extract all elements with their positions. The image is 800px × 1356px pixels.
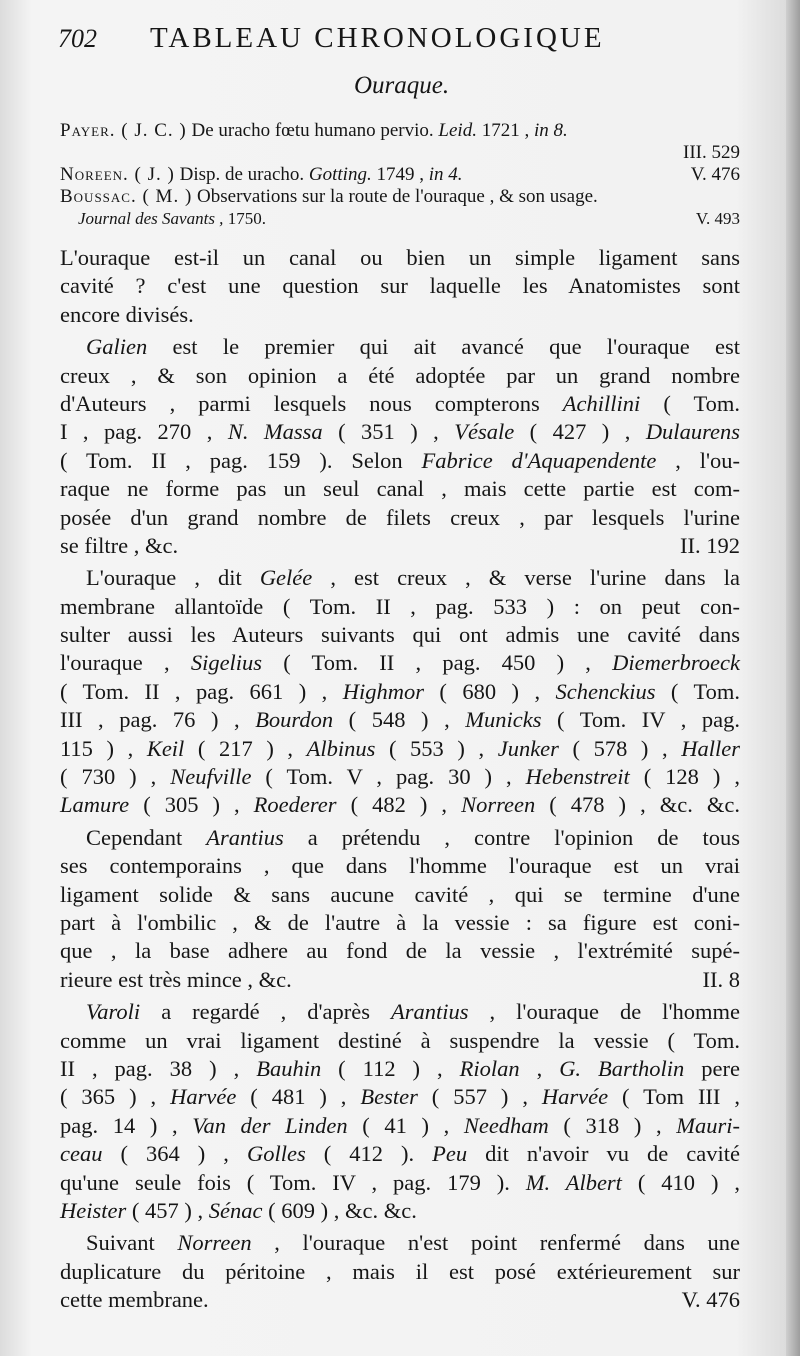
text-span: ( 478 ) , &c. &c. (535, 792, 740, 818)
text-span: ( 128 ) , (629, 764, 740, 790)
text-span: creux , & son opinion a été adoptée par un grand nombre (60, 362, 740, 388)
author-name: G. Bartholin (559, 1055, 685, 1081)
text-span: ( 412 ). (305, 1141, 433, 1167)
text-span: ( 730 ) , (60, 764, 171, 790)
bib-entry-1 (60, 120, 740, 142)
text-line (60, 301, 740, 329)
author-name: Keil (146, 735, 185, 761)
text-span: ( Tom. (640, 390, 740, 416)
text-span: , l'ou- (656, 447, 740, 473)
text-span: ( 318 ) , (548, 1112, 677, 1138)
text-line (60, 362, 740, 390)
author-name: Municks (465, 707, 542, 733)
author-name: Albinus (306, 735, 376, 761)
text-span: , est creux , & verse l'urine dans la (312, 565, 740, 591)
author-name: Sigelius (190, 650, 263, 676)
volume-ref: II. 8 (702, 966, 740, 992)
bib-format: in 8. (533, 120, 568, 141)
text-span: ( 548 ) , (333, 707, 466, 733)
author-name: M. Albert (525, 1169, 622, 1195)
text-line (60, 824, 740, 852)
author-name: ceau (60, 1141, 103, 1167)
text-span: rieure est très mince , &c. (60, 966, 292, 992)
text-span: ( Tom III , (608, 1084, 740, 1110)
body-text (60, 244, 740, 1314)
text-span: cavité ? c'est une question sur laquelle les Anatomistes sont (60, 273, 740, 299)
bib-title: Disp. de uracho. (179, 164, 305, 185)
bib-ref: V. 476 (690, 164, 740, 185)
bib-ref: III. 529 (683, 142, 740, 163)
page-number: 702 (58, 24, 97, 53)
bib-journal: Journal des Savants , (78, 209, 224, 228)
text-span: ( Tom. V , pag. 30 ) , (251, 764, 526, 790)
author-name: Bauhin (256, 1055, 322, 1081)
bib-entry-3 (60, 186, 740, 208)
author-name: Harvée (170, 1084, 237, 1110)
text-span: a regardé , d'après (140, 999, 392, 1025)
text-span: ligament solide & sans aucune cavité , qui se termine d'une (60, 881, 740, 907)
bib-title: De uracho fœtu humano pervio. (191, 120, 434, 141)
text-line (60, 532, 740, 560)
text-line (60, 621, 740, 649)
author-name: Fabrice d'Aquapendente (421, 447, 657, 473)
volume-ref: V. 476 (681, 1287, 740, 1313)
bib-year: 1721 , (481, 120, 530, 141)
text-span: encore divisés. (60, 301, 194, 327)
text-line (60, 763, 740, 791)
text-span: ( Tom. II , pag. 661 ) , (60, 678, 343, 704)
bib-year: 1749 , (376, 164, 424, 185)
text-span: ( Tom. IV , pag. (541, 707, 740, 733)
text-line (60, 1055, 740, 1083)
text-line (60, 735, 740, 763)
author-name: Needham (463, 1112, 549, 1138)
text-line (60, 852, 740, 880)
text-span: ( 112 ) , (321, 1055, 460, 1081)
text-line (60, 998, 740, 1026)
text-span: ( 305 ) , (129, 792, 254, 818)
text-span: ( 680 ) , (423, 678, 556, 704)
text-span: ( Tom. (655, 678, 740, 704)
text-span: ( 365 ) , (60, 1084, 171, 1110)
text-span: I , pag. 270 , (60, 419, 228, 445)
text-line (60, 418, 740, 446)
author-name: Van der Linden (192, 1112, 348, 1138)
bib-ref: V. 493 (695, 209, 740, 228)
author-name: Galien (86, 334, 148, 360)
text-line (60, 390, 740, 418)
text-line (60, 881, 740, 909)
text-span: sulter aussi les Auteurs suivants qui ont admis une cavité dans (60, 622, 740, 648)
text-line (60, 1286, 740, 1314)
author-name: Arantius (391, 999, 469, 1025)
text-span: ( 609 ) , &c. &c. (262, 1197, 417, 1223)
author-name: Mauri- (676, 1112, 740, 1138)
text-line (60, 1229, 740, 1257)
text-line (60, 1083, 740, 1111)
text-span: , l'ouraque n'est point renfermé dans une (251, 1230, 740, 1256)
text-line (60, 272, 740, 300)
text-span: part à l'ombilic , & de l'autre à la vessie : sa figure est coni- (60, 909, 740, 935)
text-line (60, 564, 740, 592)
author-name: Harvée (541, 1084, 609, 1110)
author-name: Heister (60, 1197, 127, 1223)
text-span: qu'une seule fois ( Tom. IV , pag. 179 ). (60, 1169, 526, 1195)
text-line (60, 909, 740, 937)
author-name: Dulaurens (645, 419, 740, 445)
text-span: l'ouraque , (60, 650, 191, 676)
text-line (60, 244, 740, 272)
bib-place: Gotting. (308, 164, 372, 185)
bib-place: Leid. (438, 120, 477, 141)
text-line (60, 1169, 740, 1197)
bib-entry-3-journal-line (60, 208, 740, 230)
text-line (60, 706, 740, 734)
bib-year: 1750. (227, 209, 266, 228)
author-name: Highmor (342, 678, 424, 704)
text-line (60, 649, 740, 677)
author-name: Sénac (208, 1197, 263, 1223)
text-span: ( 557 ) , (417, 1084, 542, 1110)
text-span: est le premier qui ait avancé que l'ouraque est (147, 334, 740, 360)
text-span: ses contemporains , que dans l'homme l'ouraque est un vrai (60, 853, 740, 879)
text-span: 115 ) , (60, 735, 147, 761)
author-name: Haller (681, 735, 740, 761)
author-name: Peu (432, 1141, 468, 1167)
text-span: Suivant (86, 1230, 178, 1256)
text-span: ( 41 ) , (347, 1112, 464, 1138)
bib-entry-1-ref-line (60, 142, 740, 164)
text-span: duplicature du péritoine , mais il est posé extérieurement sur (60, 1258, 740, 1284)
text-line (60, 504, 740, 532)
text-span: ( 578 ) , (558, 735, 682, 761)
text-span: , l'ouraque de l'homme (468, 999, 740, 1025)
text-span: ( 410 ) , (621, 1169, 740, 1195)
author-name: Diemerbroeck (612, 650, 740, 676)
author-name: Vésale (454, 419, 515, 445)
author-name: Hebenstreit (525, 764, 630, 790)
text-span: ( 351 ) , (322, 419, 455, 445)
text-span: dit n'avoir vu de cavité (467, 1141, 740, 1167)
author-name: Neufville (170, 764, 252, 790)
text-line (60, 937, 740, 965)
bib-author: Noreen. ( J. ) (60, 164, 175, 185)
text-span: comme un vrai ligament destiné à suspendre la vessie ( Tom. (60, 1027, 740, 1053)
text-span: posée d'un grand nombre de filets creux , par lesquels l'urine (60, 504, 740, 530)
text-span: ( 364 ) , (102, 1141, 247, 1167)
text-line (60, 447, 740, 475)
section-title: Ouraque. (354, 72, 450, 99)
bib-author: Boussac. ( M. ) (60, 186, 193, 207)
text-span: se filtre , &c. (60, 532, 179, 558)
text-span: pere (684, 1055, 740, 1081)
bib-author: Payer. ( J. C. ) (60, 120, 187, 141)
author-name: N. Massa (227, 419, 323, 445)
text-span: ( 427 ) , (514, 419, 646, 445)
text-line (60, 593, 740, 621)
bib-entry-2 (60, 164, 740, 186)
author-name: Norreen (461, 792, 536, 818)
text-line (60, 791, 740, 819)
text-span: membrane allantoïde ( Tom. II , pag. 533 ) : on peut con- (60, 593, 740, 619)
text-span: , (519, 1055, 560, 1081)
text-span: que , la base adhere au fond de la vessie , l'extrémité supé- (60, 938, 740, 964)
text-line (60, 475, 740, 503)
text-span: L'ouraque est-il un canal ou bien un simple ligament sans (60, 245, 740, 270)
author-name: Roederer (253, 792, 337, 818)
author-name: Arantius (206, 824, 284, 850)
text-span: pag. 14 ) , (60, 1112, 193, 1138)
text-span: ( 457 ) , (126, 1197, 209, 1223)
author-name: Schenckius (555, 678, 656, 704)
author-name: Norreen (177, 1230, 252, 1256)
text-span: a prétendu , contre l'opinion de tous (283, 824, 740, 850)
author-name: Golles (246, 1141, 306, 1167)
text-span: ( 553 ) , (375, 735, 498, 761)
text-span: ( 482 ) , (336, 792, 462, 818)
text-line (60, 966, 740, 994)
bibliography (60, 120, 740, 230)
bib-format: in 4. (428, 164, 463, 185)
author-name: Riolan (459, 1055, 520, 1081)
author-name: Bester (360, 1084, 418, 1110)
text-span: cette membrane. (60, 1287, 209, 1313)
text-span: Cependant (86, 824, 207, 850)
author-name: Gelée (259, 565, 313, 591)
text-line (60, 678, 740, 706)
author-name: Achillini (562, 390, 641, 416)
text-line (60, 1112, 740, 1140)
text-span: raque ne forme pas un seul canal , mais cette partie est com- (60, 476, 740, 502)
text-span: II , pag. 38 ) , (60, 1055, 257, 1081)
text-span: ( Tom. II , pag. 159 ). Selon (60, 447, 422, 473)
text-line (60, 1258, 740, 1286)
text-span: ( 217 ) , (184, 735, 307, 761)
text-span: L'ouraque , dit (86, 565, 260, 591)
text-line (60, 1027, 740, 1055)
text-line (60, 1140, 740, 1168)
bib-title: Observations sur la route de l'ouraque , & son usage. (197, 186, 598, 207)
author-name: Bourdon (255, 707, 334, 733)
volume-ref: II. 192 (680, 532, 740, 558)
text-line (60, 1197, 740, 1225)
text-span: d'Auteurs , parmi lesquels nous compterons (60, 390, 563, 416)
text-line (60, 333, 740, 361)
text-span: ( Tom. II , pag. 450 ) , (262, 650, 613, 676)
author-name: Varoli (86, 999, 141, 1025)
text-span: ( 481 ) , (236, 1084, 361, 1110)
author-name: Junker (497, 735, 559, 761)
page-header (58, 18, 748, 62)
author-name: Lamure (60, 792, 130, 818)
page-edge-shadow (786, 0, 800, 1356)
running-title: TABLEAU CHRONOLOGIQUE (150, 22, 605, 54)
text-span: III , pag. 76 ) , (60, 707, 256, 733)
